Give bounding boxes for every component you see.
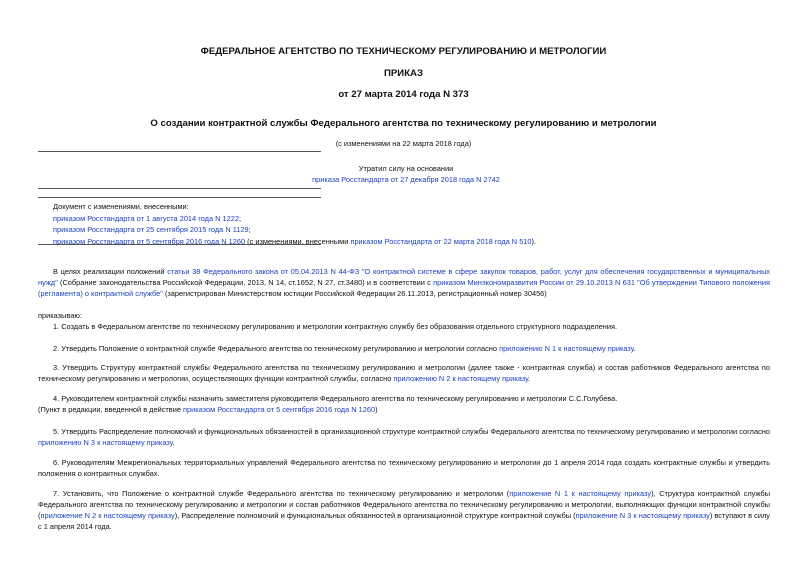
document-subject: О создании контрактной службы Федерального агентства по техническому регулированию и метрологии bbox=[150, 118, 657, 129]
amendment-link[interactable]: приказом Росстандарта от 25 сентября 2015 года N 1129 bbox=[53, 225, 249, 235]
amendment-text: (с изменениями, внесенными bbox=[245, 236, 351, 246]
appendix-link[interactable]: приложение N 3 к настоящему приказу bbox=[575, 511, 710, 520]
lost-force-notice bbox=[300, 163, 512, 185]
edition-note-text: ) bbox=[375, 405, 378, 414]
appendix-link[interactable]: приложению N 1 к настоящему приказу bbox=[499, 344, 634, 353]
amendments-intro: Документ с изменениями, внесенными: bbox=[53, 202, 189, 211]
item-1: 1. Создать в Федеральном агентстве по техническому регулированию и метрологии контрактную службу без образования отдельного структурного подразделения. bbox=[53, 322, 618, 331]
amendment-text: ). bbox=[531, 236, 537, 246]
item-text: 2. Утвердить Положение о контрактной службе Федерального агентства по техническому регулированию и метрологии согласно bbox=[53, 344, 500, 353]
divider bbox=[38, 244, 321, 245]
edition-note-link[interactable]: приказом Росстандарта от 5 сентября 2016 года N 1260 bbox=[183, 405, 376, 414]
order-word: приказываю: bbox=[38, 311, 82, 320]
item-text: . bbox=[172, 438, 175, 447]
preamble-text: (Собрание законодательства Российской Федерации, 2013, N 14, ст.1652, N 27, ст.3480) и в соответствии с bbox=[57, 278, 434, 287]
amendment-link[interactable]: приказом Росстандарта от 1 августа 2014 года N 1222 bbox=[53, 213, 239, 223]
document-type: ПРИКАЗ bbox=[384, 68, 423, 79]
item-3 bbox=[38, 362, 770, 384]
amendment-link[interactable]: приказом Росстандарта от 22 марта 2018 года N 510 bbox=[350, 236, 532, 246]
amendments-block bbox=[53, 201, 536, 247]
item-text: ), Распределение полномочий и функциональных обязанностей в организационной структуре контрактной службы ( bbox=[174, 511, 576, 520]
agency-title: ФЕДЕРАЛЬНОЕ АГЕНТСТВО ПО ТЕХНИЧЕСКОМУ РЕГУЛИРОВАНИЮ И МЕТРОЛОГИИ bbox=[200, 46, 607, 57]
item-text: ), Структура контрактной службы Федерального агентства по техническому регулированию и метрологии и состав работников Федерального агентства по техническому регулированию и метрологии, выполняющих функции контрактной службы ( bbox=[38, 489, 771, 520]
document-changes-date: (с изменениями на 22 марта 2018 года) bbox=[335, 139, 472, 148]
item-2 bbox=[38, 343, 770, 354]
item-text: ) вступают в силу с 1 апреля 2014 года. bbox=[38, 511, 770, 531]
order-link[interactable]: приказом Минэкономразвития России от 29.10.2013 N 631 "Об утверждении Типового положения (регламента) о контрактной службе" bbox=[38, 278, 770, 298]
appendix-link[interactable]: приложению N 3 к настоящему приказу bbox=[38, 438, 173, 447]
preamble-text: (зарегистрирован Министерством юстиции Российской Федерации 26.11.2013, регистрационный номер 30456) bbox=[162, 289, 547, 298]
preamble-paragraph bbox=[38, 266, 770, 299]
amendment-separator: ; bbox=[248, 225, 251, 235]
item-text: . bbox=[633, 344, 636, 353]
lost-force-text: Утратил силу на основании bbox=[358, 164, 454, 173]
appendix-link[interactable]: приложение N 2 к настоящему приказу bbox=[40, 511, 175, 520]
appendix-link[interactable]: приложению N 2 к настоящему приказу bbox=[393, 374, 529, 383]
item-5 bbox=[38, 426, 770, 448]
item-text: 4. Руководителем контрактной службы назначить заместителя руководителя Федерального агентства по техническому регулированию и метрологии С.С.Голубева. bbox=[53, 394, 618, 403]
item-6: 6. Руководителям Межрегиональных территориальных управлений Федерального агентства по техническому регулированию и метрологии до 1 апреля 2014 года создать контрактные службы и утвердить положения о контрактных службах. bbox=[38, 458, 770, 478]
document-date-number: от 27 марта 2014 года N 373 bbox=[338, 89, 469, 100]
item-7 bbox=[38, 488, 770, 532]
appendix-link[interactable]: приложение N 1 к настоящему приказу bbox=[509, 489, 652, 498]
item-text: 3. Утвердить Структуру контрактной службы Федерального агентства по техническому регулированию и метрологии (далее также - контрактная служба) и состав работников Федерального агентства по техническому регулированию и метрологии, осуществляющих функции контрактной службы, согласно bbox=[38, 363, 770, 383]
edition-note-text: (Пункт в редакции, введенной в действие bbox=[38, 405, 184, 414]
divider bbox=[38, 188, 321, 189]
amendment-link[interactable]: приказом Росстандарта от 5 сентября 2016 года N 1260 bbox=[53, 236, 246, 246]
law-link[interactable]: статьи 38 Федерального закона от 05.04.2013 N 44-ФЗ "О контрактной системе в сфере закупок товаров, работ, услуг для обеспечения государственных и муниципальных нужд" bbox=[38, 267, 770, 287]
item-text: 5. Утвердить Распределение полномочий и функциональных обязанностей в организационной структуре контрактной службы Федерального агентства по техническому регулированию и метрологии согласно bbox=[53, 427, 770, 436]
item-text: 7. Установить, что Положение о контрактной службе Федерального агентства по техническому регулированию и метрологии ( bbox=[53, 489, 510, 498]
preamble-text: В целях реализации положений bbox=[53, 267, 168, 276]
item-4 bbox=[38, 393, 770, 415]
divider bbox=[38, 197, 321, 198]
divider bbox=[38, 151, 321, 152]
amendment-separator: ; bbox=[239, 213, 242, 223]
item-text: . bbox=[528, 374, 531, 383]
lost-force-link[interactable]: приказа Росстандарта от 27 декабря 2018 года N 2742 bbox=[312, 175, 500, 184]
